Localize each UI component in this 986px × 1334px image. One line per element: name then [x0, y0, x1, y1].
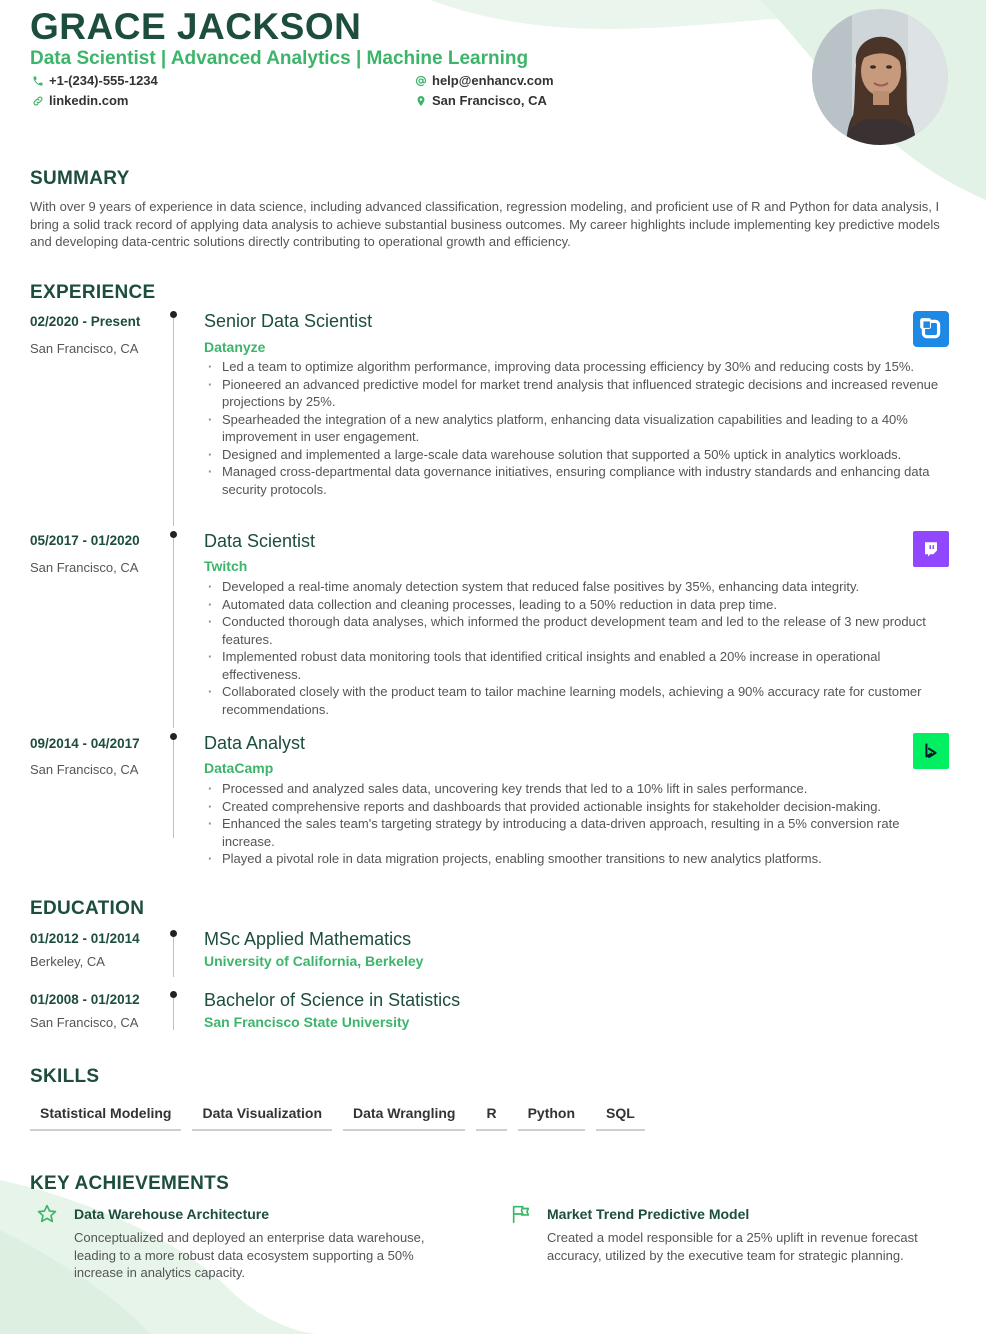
job-bullet: · Spearheaded the integration of a new analytics platform, enhancing data visualization capabilities and leading to a 40% improvement in user engagement.: [204, 411, 949, 446]
education-school: San Francisco State University: [204, 1014, 410, 1030]
education-school: University of California, Berkeley: [204, 953, 424, 969]
job-bullet: · Pioneered an advanced predictive model for market trend analysis that influenced strategic decisions and increased revenue projections by 25%.: [204, 376, 949, 411]
job-company: Twitch: [204, 558, 248, 574]
candidate-name: GRACE JACKSON: [30, 6, 362, 47]
location-pin-icon: [415, 95, 427, 107]
job-bullets: [204, 358, 949, 498]
skill-tag: Data Wrangling: [343, 1101, 465, 1131]
education-section-title: EDUCATION: [30, 898, 145, 919]
twitch-logo-icon: [913, 531, 949, 567]
job-bullets: [204, 578, 949, 718]
timeline-line: [173, 536, 174, 728]
datanyze-logo-icon: [913, 311, 949, 347]
job-bullet: · Designed and implemented a large-scale data warehouse solution that supported a 50% uptick in analytics workloads.: [204, 446, 949, 464]
skill-tag: Python: [518, 1101, 585, 1131]
timeline-line: [173, 316, 174, 526]
timeline-line: [173, 996, 174, 1030]
job-bullet: · Processed and analyzed sales data, uncovering key trends that led to a 10% lift in sales performance.: [204, 780, 949, 798]
job-bullet: · Collaborated closely with the product team to tailor machine learning models, achieving a 90% accuracy rate for customer recommendations.: [204, 683, 949, 718]
education-degree: MSc Applied Mathematics: [204, 929, 412, 949]
achievement-title: Market Trend Predictive Model: [547, 1206, 750, 1222]
timeline-dot: [170, 930, 177, 937]
job-company: DataCamp: [204, 760, 274, 776]
education-dates: 01/2012 - 01/2014: [30, 931, 140, 946]
timeline-line: [173, 738, 174, 838]
profile-photo: [812, 9, 948, 145]
job-bullet: · Managed cross-departmental data governance initiatives, ensuring compliance with industry standards and enhancing data security protocols.: [204, 463, 949, 498]
education-location: Berkeley, CA: [30, 954, 105, 969]
link-icon: [32, 95, 44, 107]
candidate-headline: Data Scientist | Advanced Analytics | Machine Learning: [30, 48, 529, 69]
experience-section-title: EXPERIENCE: [30, 282, 156, 303]
profile-photo-portrait: [812, 9, 948, 145]
job-title: Data Analyst: [204, 733, 306, 753]
job-bullets: [204, 780, 949, 868]
contact-linkedin[interactable]: [32, 93, 128, 108]
job-bullet: · Conducted thorough data analyses, which informed the product development team and led to the release of 3 new product features.: [204, 613, 949, 648]
skill-tag: R: [476, 1101, 506, 1131]
phone-text: +1-(234)-555-1234: [49, 73, 158, 88]
job-bullet: · Led a team to optimize algorithm performance, improving data processing efficiency by 30% and reducing costs by 15%.: [204, 358, 949, 376]
summary-section-title: SUMMARY: [30, 168, 130, 189]
timeline-line: [173, 935, 174, 977]
flag-icon: [510, 1203, 532, 1225]
job-bullet: · Implemented robust data monitoring tools that identified critical insights and enabled a 20% increase in operational effectiveness.: [204, 648, 949, 683]
achievement-title: Data Warehouse Architecture: [74, 1206, 270, 1222]
job-location: San Francisco, CA: [30, 560, 139, 575]
achievement-description: Conceptualized and deployed an enterprise data warehouse, leading to a more robust data ecosystem supporting a 50% increase in analytics capacity.: [74, 1230, 425, 1280]
timeline-dot: [170, 311, 177, 318]
job-bullet: · Enhanced the sales team's targeting strategy by introducing a data-driven approach, resulting in a 5% conversion rate increase.: [204, 815, 949, 850]
job-title: Senior Data Scientist: [204, 311, 373, 331]
job-bullet: · Automated data collection and cleaning processes, leading to a 50% reduction in data prep time.: [204, 596, 949, 614]
skills-section-title: SKILLS: [30, 1066, 100, 1087]
timeline-dot: [170, 531, 177, 538]
linkedin-text: linkedin.com: [49, 93, 129, 108]
phone-icon: [32, 75, 44, 87]
star-icon: [36, 1203, 58, 1225]
at-icon: [415, 75, 427, 87]
job-dates: 02/2020 - Present: [30, 314, 141, 329]
job-dates: 09/2014 - 04/2017: [30, 736, 140, 751]
location-text: San Francisco, CA: [432, 93, 547, 108]
job-location: San Francisco, CA: [30, 762, 139, 777]
timeline-dot: [170, 733, 177, 740]
contact-email[interactable]: [415, 73, 554, 88]
contact-location: [415, 93, 547, 108]
achievements-section-title: KEY ACHIEVEMENTS: [30, 1173, 230, 1194]
education-location: San Francisco, CA: [30, 1015, 139, 1030]
job-bullet: · Created comprehensive reports and dashboards that provided actionable insights for stakeholder decision-making.: [204, 798, 949, 816]
skill-tag: SQL: [596, 1101, 645, 1131]
education-dates: 01/2008 - 01/2012: [30, 992, 140, 1007]
summary-text: With over 9 years of experience in data science, including advanced classification, regression modeling, and proficient use of R and Python for data analysis, I bring a solid track record of applying data analysis to achieve substantial business outcomes. My career highlights include implementing key predictive models and developing data-centric solutions directly contributing to operational growth and efficiency.: [30, 199, 940, 249]
timeline-dot: [170, 991, 177, 998]
contact-phone: [32, 73, 158, 88]
skill-tag: Statistical Modeling: [30, 1101, 181, 1131]
datacamp-logo-icon: [913, 733, 949, 769]
job-dates: 05/2017 - 01/2020: [30, 533, 140, 548]
skill-tag: Data Visualization: [192, 1101, 332, 1131]
job-bullet: · Played a pivotal role in data migration projects, enabling smoother transitions to new analytics platforms.: [204, 850, 949, 868]
job-company: Datanyze: [204, 339, 266, 355]
education-degree: Bachelor of Science in Statistics: [204, 990, 461, 1010]
achievement-description: Created a model responsible for a 25% uplift in revenue forecast accuracy, utilized by the executive team for strategic planning.: [547, 1230, 918, 1263]
email-text: help@enhancv.com: [432, 73, 554, 88]
job-bullet: · Developed a real-time anomaly detection system that reduced false positives by 35%, enhancing data integrity.: [204, 578, 949, 596]
job-title: Data Scientist: [204, 531, 316, 551]
job-location: San Francisco, CA: [30, 341, 139, 356]
skills-list: [30, 1101, 645, 1131]
